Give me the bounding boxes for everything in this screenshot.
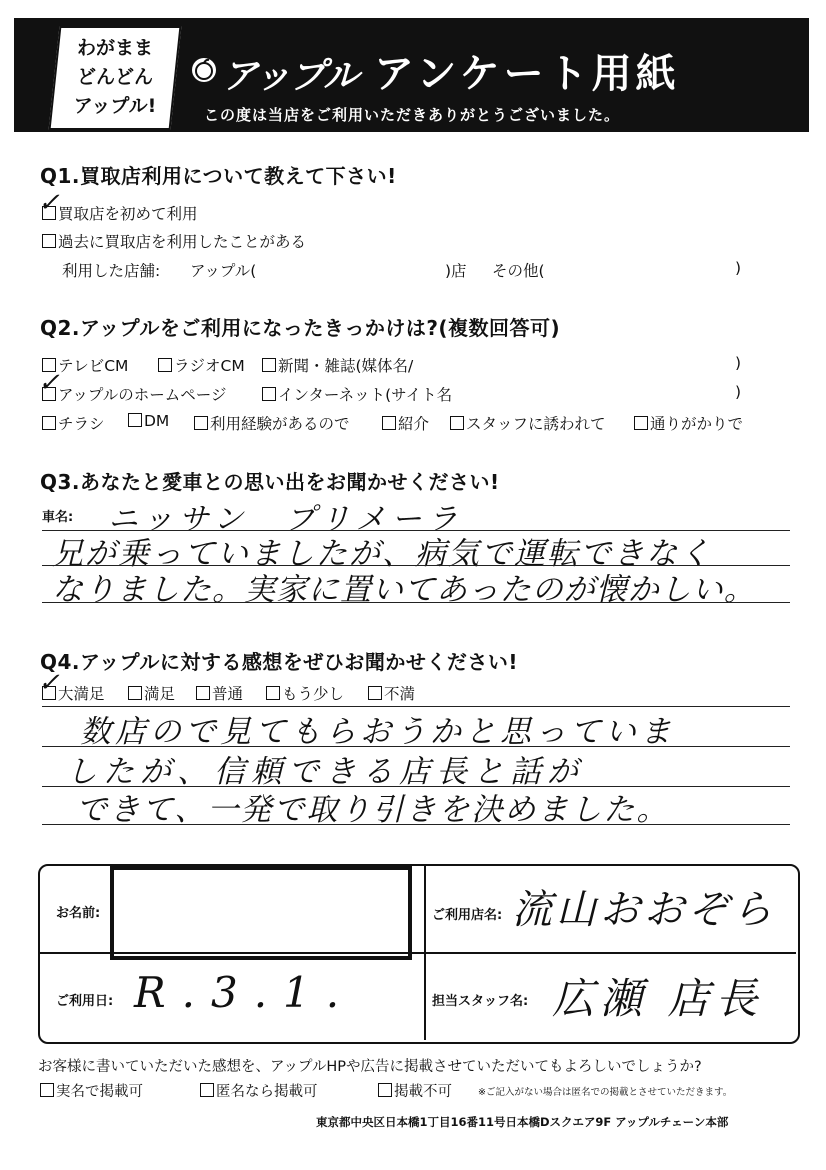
q1-title: Q1.買取店利用について教えて下さい! [40, 164, 397, 188]
q4-answer-line-1: 数店ので見てもらおうかと思っていま [80, 714, 675, 750]
checkbox[interactable] [634, 416, 648, 430]
q2-option-dm[interactable]: DM [128, 412, 169, 430]
footer-address: 東京都中央区日本橋1丁目16番11号日本橋Dスクエア9F アップルチェーン本部 [316, 1115, 729, 1129]
checkbox[interactable] [262, 358, 276, 372]
q2-option-passing-by[interactable]: 通りがかりで [634, 412, 743, 434]
q1-check-mark: ✓ [38, 188, 60, 218]
form-title: アンケート用紙 [374, 51, 680, 97]
consent-real-name[interactable]: 実名で掲載可 [40, 1080, 143, 1101]
q4-option-bit-more[interactable]: もう少し [266, 682, 344, 704]
q4-answer-line-3: できて、一発で取り引きを決めました。 [76, 792, 670, 828]
checkbox[interactable] [262, 387, 276, 401]
slogan [62, 34, 168, 121]
consent-note: ※ご記入がない場合は匿名での掲載とさせていただきます。 [478, 1087, 733, 1098]
q3-car-label: 車名: [42, 510, 74, 525]
q1-store-close: ) [735, 259, 742, 277]
q2-check-mark: ✓ [38, 368, 60, 398]
checkbox[interactable] [42, 206, 56, 220]
header-banner [14, 18, 809, 132]
consent-not-allowed[interactable]: 掲載不可 [378, 1080, 452, 1101]
date-label: ご利用日: [56, 994, 114, 1009]
checkbox[interactable] [266, 686, 280, 700]
q1-store-label: 利用した店舗: [62, 262, 161, 280]
q3-answer-line-2: なりました。実家に置いてあったのが懐かしい。 [52, 572, 756, 608]
q2-option-staff[interactable]: スタッフに誘われて [450, 412, 606, 434]
q2-title: Q2.アップルをご利用になったきっかけは?(複数回答可) [40, 316, 561, 340]
apple-logo-icon [192, 58, 216, 82]
q2-option-experience[interactable]: 利用経験があるので [194, 412, 350, 434]
q1-store-apple: アップル( [190, 262, 257, 280]
q3-title: Q3.あなたと愛車との思い出をお聞かせください! [40, 470, 500, 494]
checkbox[interactable] [128, 413, 142, 427]
q4-line-4 [42, 824, 790, 825]
date-value: R.3.1. [134, 968, 356, 1017]
store-label: ご利用店名: [432, 908, 503, 923]
q3-car-name: ニッサン プリメーラ [108, 502, 464, 537]
checkbox[interactable] [200, 1083, 214, 1097]
checkbox[interactable] [42, 234, 56, 248]
checkbox[interactable] [450, 416, 464, 430]
q4-title: Q4.アップルに対する感想をぜひお聞かせください! [40, 650, 518, 674]
q4-option-very-satisfied[interactable]: 大満足 [42, 682, 105, 704]
q2-option-flyer[interactable]: チラシ [42, 412, 105, 434]
checkbox[interactable] [196, 686, 210, 700]
consent-anonymous[interactable]: 匿名なら掲載可 [200, 1080, 318, 1101]
checkbox[interactable] [368, 686, 382, 700]
staff-label: 担当スタッフ名: [432, 994, 529, 1009]
checkbox[interactable] [42, 416, 56, 430]
q1-option-used-before[interactable]: 過去に買取店を利用したことがある [42, 230, 306, 252]
q1-option-first-time[interactable]: 買取店を初めて利用 [42, 202, 198, 224]
checkbox[interactable] [42, 387, 56, 401]
q2-option-homepage[interactable]: アップルのホームページ [42, 383, 227, 405]
checkbox[interactable] [378, 1083, 392, 1097]
q4-option-satisfied[interactable]: 満足 [128, 682, 175, 704]
slogan-line-1: わがまま [77, 37, 154, 59]
q2-option-tv[interactable]: テレビCM [42, 354, 128, 376]
consent-question: お客様に書いていただいた感想を、アップルHPや広告に掲載させていただいてもよろしいでしょうか? [38, 1059, 702, 1075]
q4-answer-line-2: したが、信頼できる店長と話が [66, 754, 584, 790]
q2-option-radio[interactable]: ラジオCM [158, 354, 245, 376]
slogan-line-2: どんどん [77, 66, 154, 88]
q4-check-mark: ✓ [38, 668, 60, 698]
form-subtitle: この度は当店をご利用いただきありがとうございました。 [204, 106, 621, 124]
checkbox[interactable] [194, 416, 208, 430]
checkbox[interactable] [382, 416, 396, 430]
q2-row1-close: ) [735, 354, 742, 372]
q2-option-newspaper[interactable]: 新聞・雑誌(媒体名/ [262, 354, 413, 376]
q1-store-mid: )店 [445, 262, 467, 280]
store-value: 流山おおぞら [512, 887, 776, 933]
q3-line-3 [42, 602, 790, 603]
logo-text: アップル [222, 56, 359, 97]
q4-option-dissatisfied[interactable]: 不満 [368, 682, 415, 704]
staff-value: 広瀬 店長 [552, 974, 764, 1023]
slogan-line-3: アップル! [73, 95, 157, 117]
checkbox[interactable] [128, 686, 142, 700]
checkbox[interactable] [158, 358, 172, 372]
name-label: お名前: [56, 906, 101, 921]
checkbox[interactable] [40, 1083, 54, 1097]
slogan-box [49, 26, 182, 130]
q2-row2-close: ) [735, 383, 742, 401]
checkbox[interactable] [42, 686, 56, 700]
q2-option-internet[interactable]: インターネット(サイト名 [262, 383, 452, 405]
name-field[interactable] [110, 866, 412, 960]
q4-option-normal[interactable]: 普通 [196, 682, 243, 704]
q1-store-other: その他( [492, 262, 545, 280]
q3-answer-line-1: 兄が乗っていましたが、病気で運転できなく [52, 536, 712, 572]
q2-option-referral[interactable]: 紹介 [382, 412, 429, 434]
